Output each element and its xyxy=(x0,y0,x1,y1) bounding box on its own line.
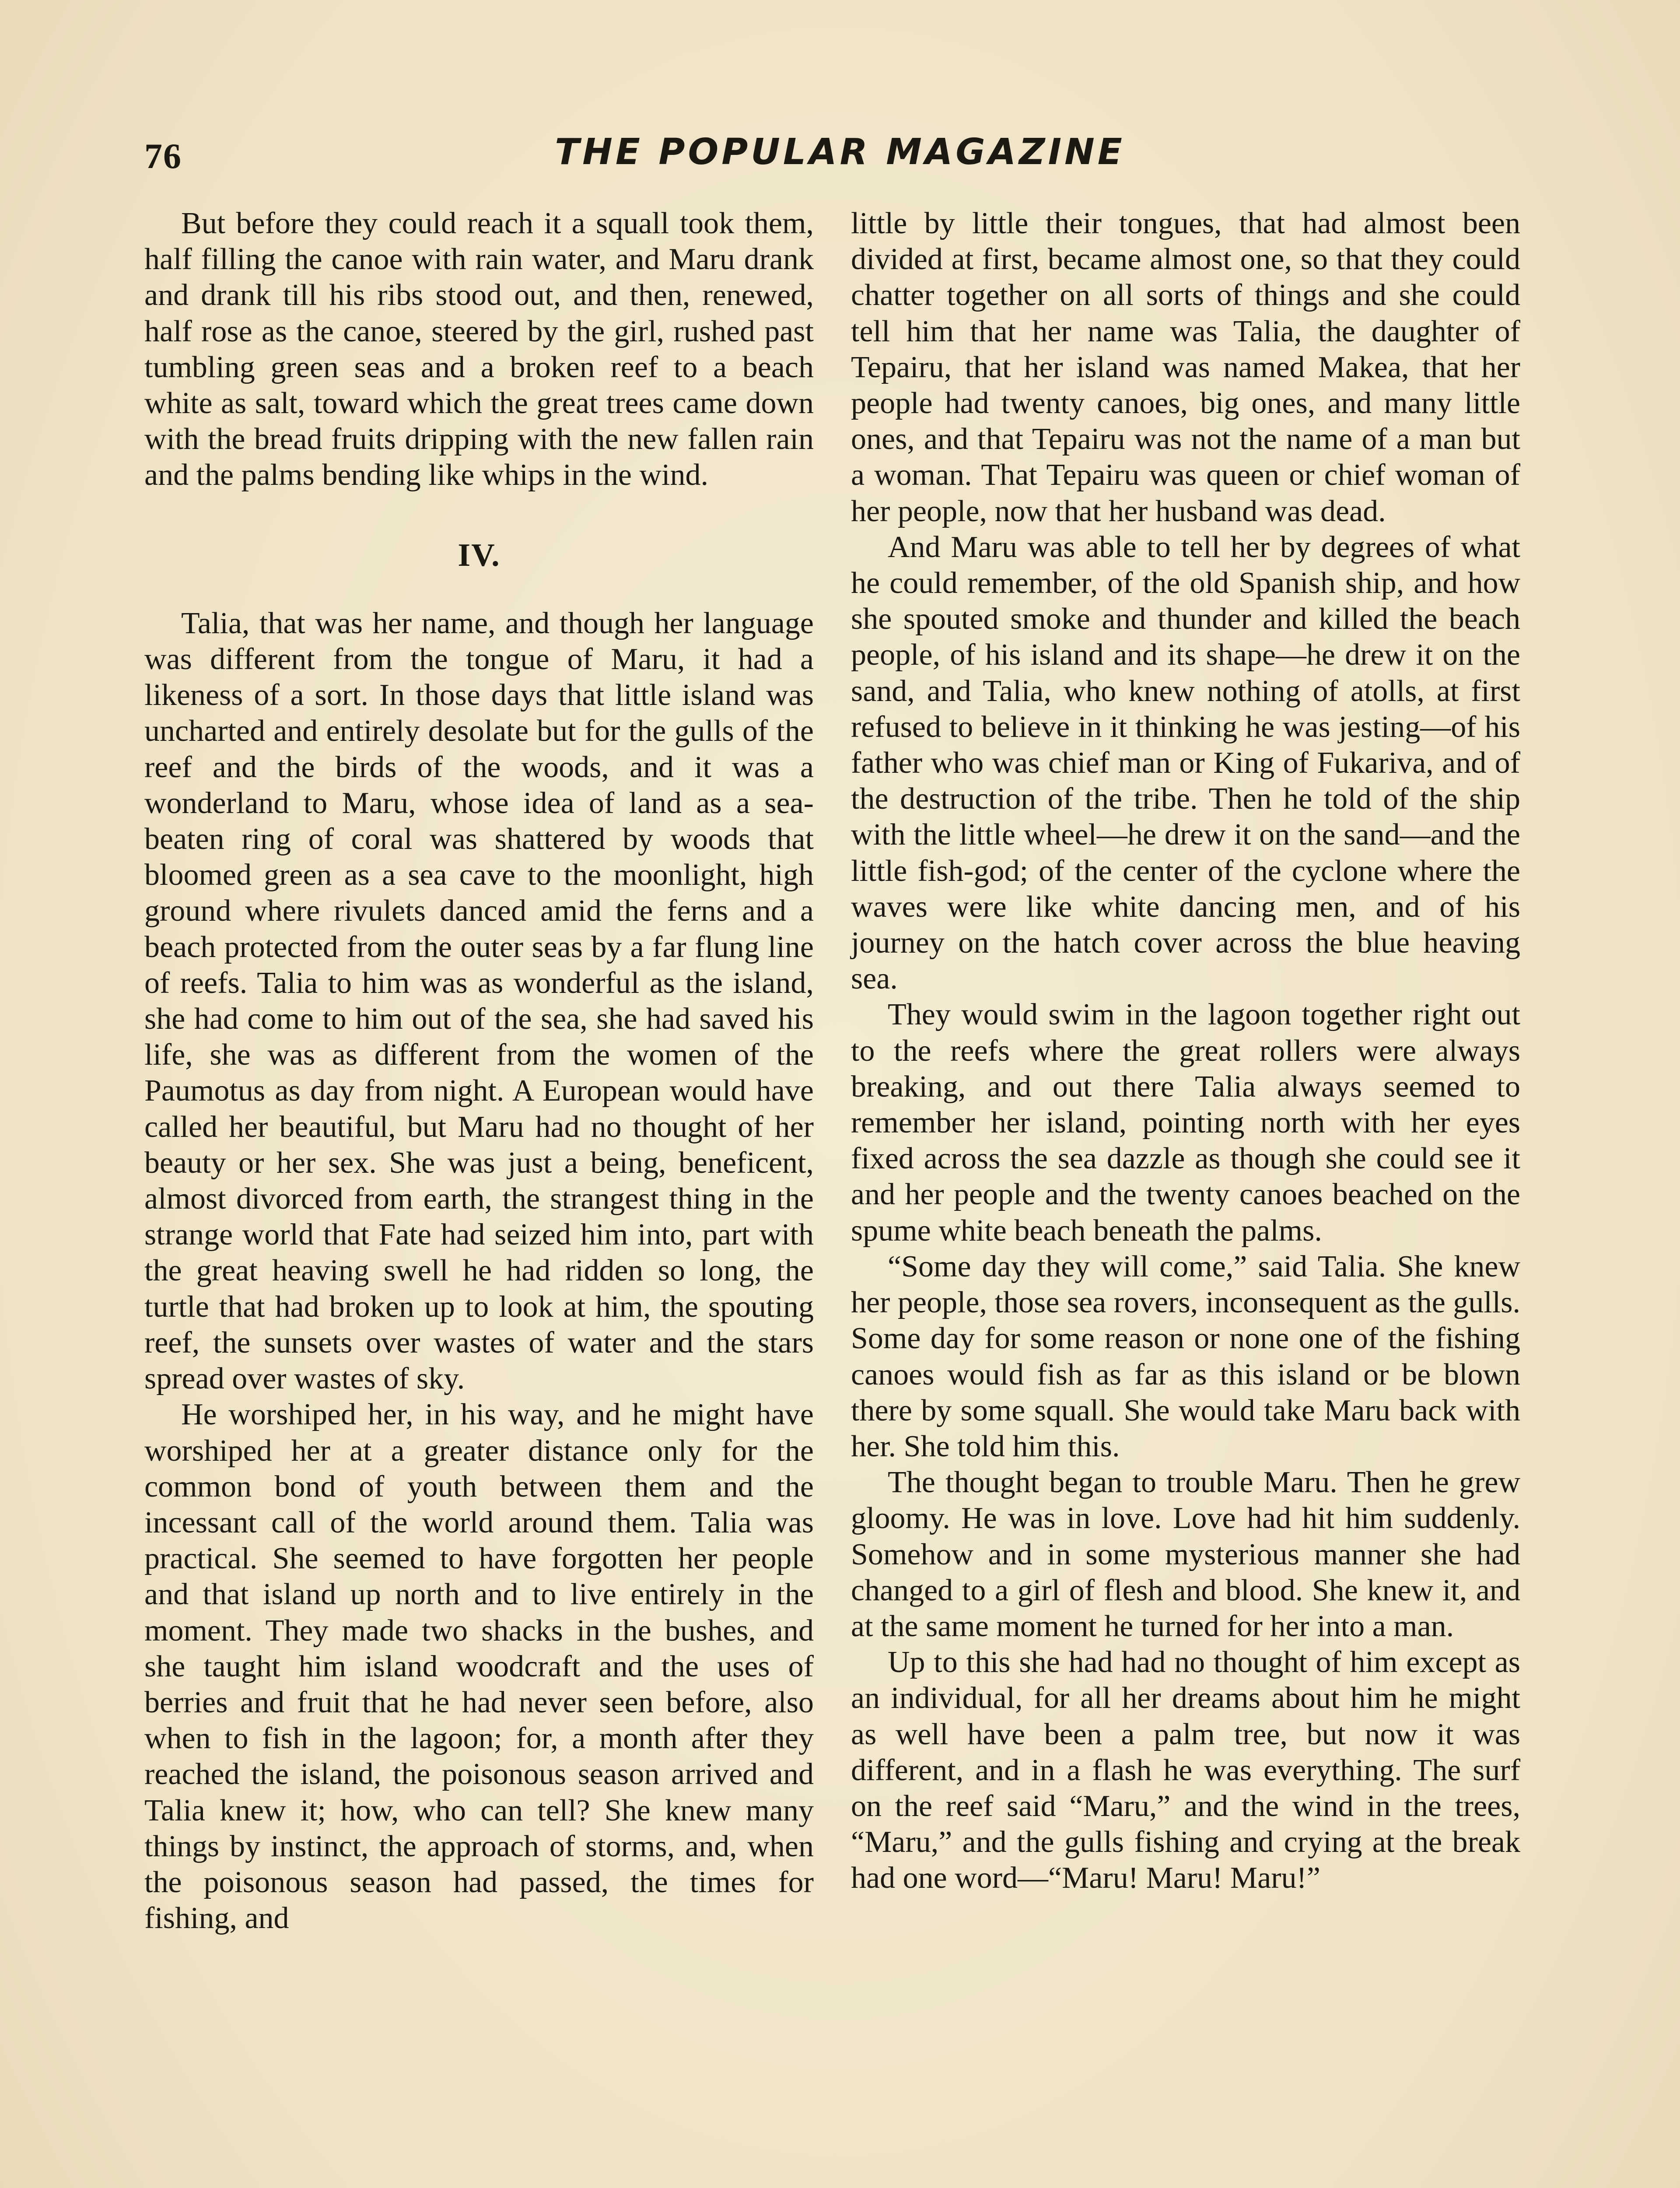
paragraph: “Some day they will come,” said Talia. She knew her people, those sea rovers, inconsequent as the gulls. Some day for some reason or none one of the fishing canoes would fish as far as this island or be blown there by some squall. She would take Maru back with her. She told him this. xyxy=(851,1249,1520,1463)
paragraph: The thought began to trouble Maru. Then he grew gloomy. He was in love. Love had hit him suddenly. Somehow and in some mysterious manner she had changed to a girl of flesh and blood. She knew it, and at the same moment he turned for her into a man. xyxy=(851,1466,1520,1643)
paragraph: But before they could reach it a squall took them, half filling the canoe with rain water, and Maru drank and drank till his ribs stood out, and then, renewed, half rose as the canoe, steered by the girl, rushed past tumbling green seas and a broken reef to a beach white as salt, toward which the great trees came down with the bread fruits dripping with the new fallen rain and the palms bending like whips in the wind. xyxy=(144,207,814,492)
paragraph-continuation: little by little their tongues, that had almost been divided at first, became almost one, so that they could chatter together on all sorts of things and she could tell him that her name was Talia, the daughter of Tepairu, that her island was named Makea, that her people had twenty canoes, big ones, and many little ones, and that Tepairu was not the name of a man but a woman. That Tepairu was queen or chief woman of her people, now that her husband was dead. xyxy=(851,207,1520,528)
paragraph: He worshiped her, in his way, and he might have worshiped her at a greater distance only for the common bond of youth between them and the incessant call of the world around them. Talia was practical. She seemed to have forgotten her people and that island up north and to live entirely in the moment. They made two shacks in the bushes, and she taught him island woodcraft and the uses of berries and fruit that he had never seen before, also when to fish in the lagoon; for, a month after they reached the island, the poisonous season arrived and Talia knew it; how, who can tell? She knew many things by instinct, the approach of storms, and, when the poisonous season had passed, the times for fishing, and xyxy=(144,1398,814,1936)
paragraph: Up to this she had had no thought of him except as an individual, for all her dreams about him he might as well have been a palm tree, but now it was different, and in a flash he was everything. The surf on the reef said “Maru,” and the wind in the trees, “Maru,” and the gulls fishing and crying at the break had one word—“Maru! Maru! Maru!” xyxy=(851,1645,1520,1895)
running-title: THE POPULAR MAGAZINE xyxy=(555,131,1125,173)
section-heading: IV. xyxy=(458,537,500,573)
paragraph: Talia, that was her name, and though her language was different from the tongue of Maru, it had a likeness of a sort. In those days that little island was uncharted and entirely desolate but for the gulls of the reef and the birds of the woods, and it was a wonderland to Maru, whose idea of land as a sea-beaten ring of coral was shattered by woods that bloomed green as a sea cave to the moonlight, high ground where rivulets danced amid the ferns and a beach protected from the outer seas by a far flung line of reefs. Talia to him was as wonderful as the island, she had come to him out of the sea, she had saved his life, she was as different from the women of the Paumotus as day from night. A European would have called her beautiful, but Maru had no thought of her beauty or her sex. She was just a being, beneficent, almost divorced from earth, the strangest thing in the strange world that Fate had seized him into, part with the great heaving swell he had ridden so long, the turtle that had broken up to look at him, the spouting reef, the sunsets over wastes of water and the stars spread over wastes of sky. xyxy=(144,606,814,1396)
paragraph: They would swim in the lagoon together right out to the reefs where the great rollers were always breaking, and out there Talia always seemed to remember her island, pointing north with her eyes fixed across the sea dazzle as though she could see it and her people and the twenty canoes beached on the spume white beach beneath the palms. xyxy=(851,998,1520,1248)
page-header xyxy=(144,131,1536,184)
page-number: 76 xyxy=(144,136,182,176)
paragraph: And Maru was able to tell her by degrees of what he could remember, of the old Spanish ship, and how she spouted smoke and thunder and killed the beach people, of his island and its shape—he drew it on the sand, and Talia, who knew nothing of atolls, at first refused to believe in it thinking he was jesting—of his father who was chief man or King of Fukariva, and of the destruction of the tribe. Then he told of the ship with the little wheel—he drew it on the sand—and the little fish-god; of the center of the cyclone where the waves were like white dancing men, and of his journey on the hatch cover across the blue heaving sea. xyxy=(851,530,1520,996)
right-column xyxy=(851,206,1520,1897)
left-column xyxy=(144,206,814,1936)
